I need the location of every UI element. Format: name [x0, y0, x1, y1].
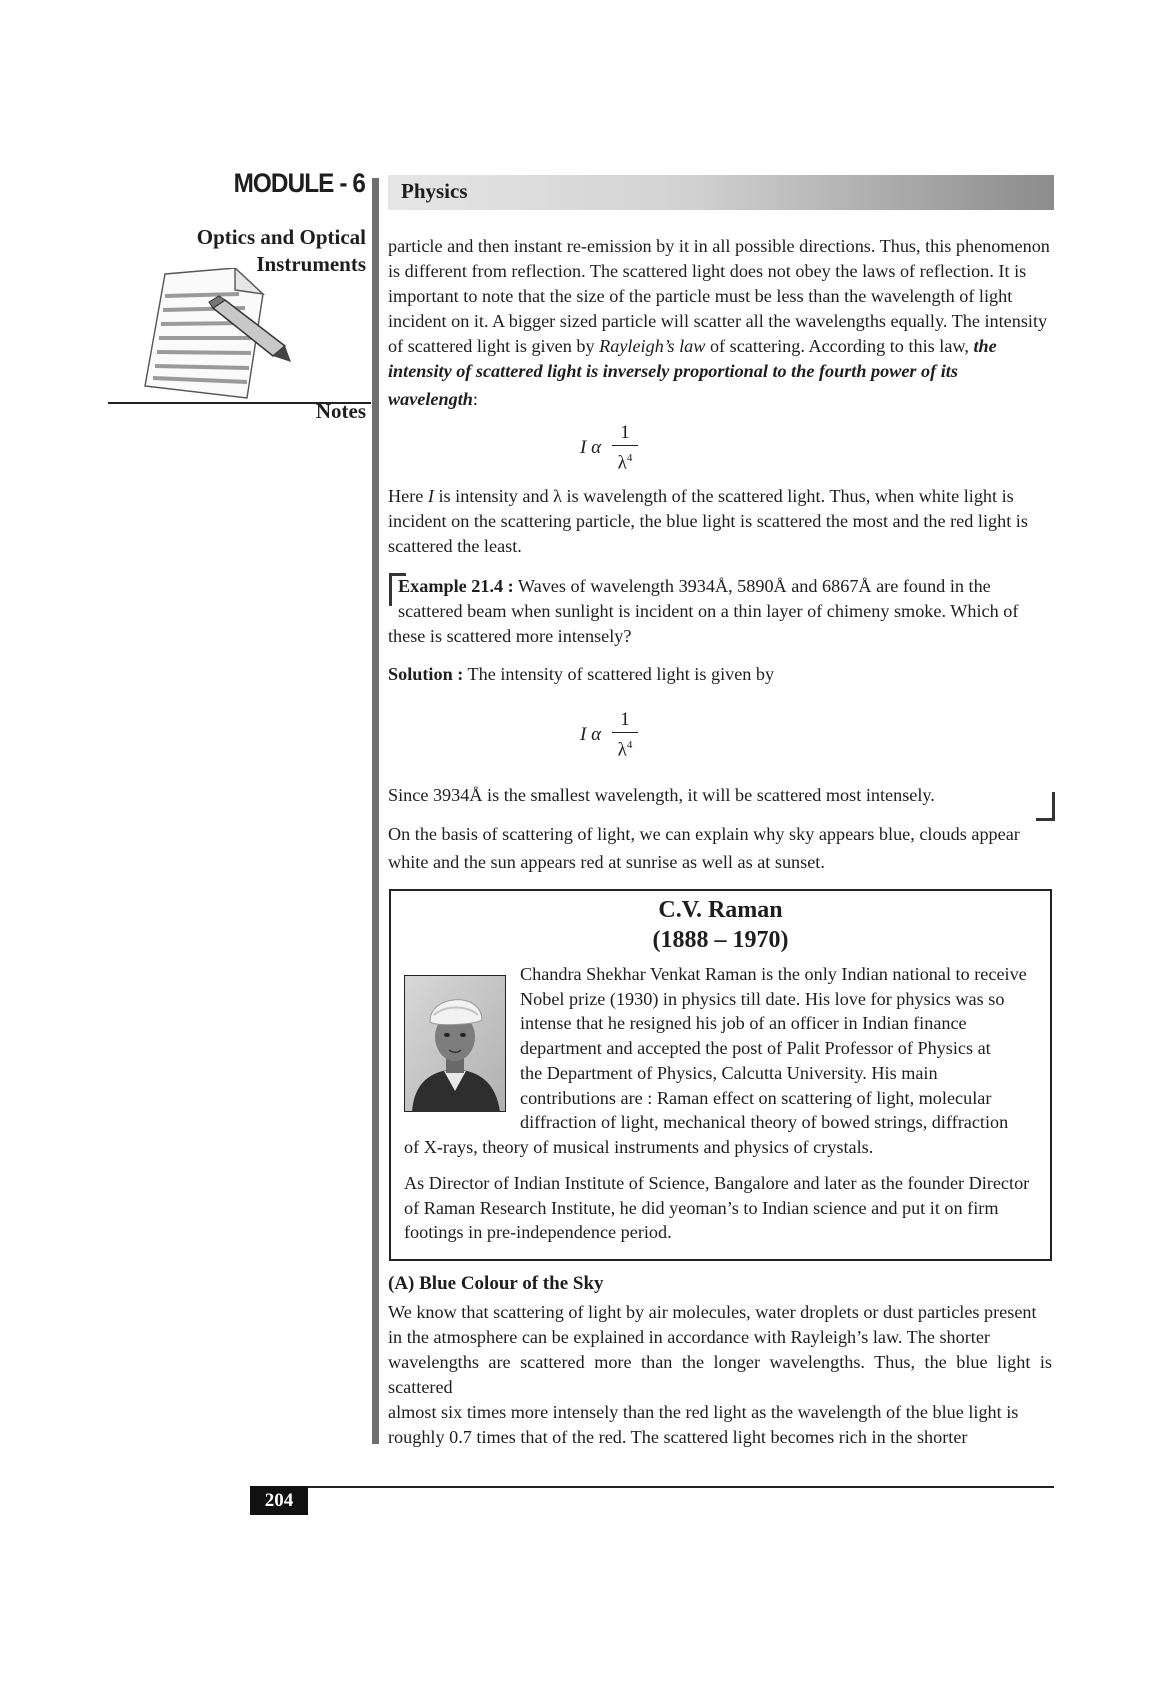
- example-end-bracket: [1036, 792, 1055, 821]
- raman-name: C.V. Raman: [658, 897, 783, 923]
- text-line: particle and then instant re-emission by it in all possible directions. Thus, this phenomenon: [388, 236, 1050, 256]
- example-label: Example 21.4 :: [398, 576, 514, 596]
- section-heading: (A) Blue Colour of the Sky: [388, 1273, 604, 1294]
- raman-portrait-photo: [404, 975, 506, 1112]
- text-line: Since 3934Å is the smallest wavelength, it will be scattered most intensely.: [388, 785, 935, 805]
- text-line: Solution : The intensity of scattered light is given by: [388, 664, 775, 684]
- text-line: incident on it. A bigger sized particle will scatter all the wavelengths equally. The intensity: [388, 311, 1048, 331]
- text-line: white and the sun appears red at sunrise as well as at sunset.: [388, 852, 825, 872]
- equation-fraction: 1 $\lambda^4$: [610, 421, 640, 475]
- text-line: almost six times more intensely than the red light as the wavelength of the blue light is: [388, 1402, 1019, 1422]
- page-number: 204: [250, 1486, 308, 1515]
- rayleigh-law-term: Rayleigh’s law: [599, 336, 706, 356]
- text-line: scattered beam when sunlight is incident on a thin layer of chimeny smoke. Which of: [398, 601, 1019, 621]
- text-line: Chandra Shekhar Venkat Raman is the only Indian national to receive: [520, 964, 1027, 984]
- text-line: the Department of Physics, Calcutta University. His main: [520, 1062, 938, 1083]
- text-line: Example 21.4 : Waves of wavelength 3934Å, 5890Å and 6867Å are found in the: [398, 576, 991, 596]
- text-line: On the basis of scattering of light, we can explain why sky appears blue, clouds appear: [388, 824, 1020, 844]
- equation-fraction: 1 $\lambda^4$: [610, 708, 640, 762]
- text-line: We know that scattering of light by air molecules, water droplets or dust particles present: [388, 1302, 1037, 1322]
- paragraph-basis: [388, 820, 1052, 876]
- equation-lhs: I α: [580, 724, 602, 745]
- text-line: intensity of scattered light is inversely proportional to the fourth power of its: [388, 361, 958, 381]
- text-line: is different from reflection. The scattered light does not obey the laws of reflection. It is: [388, 261, 1027, 281]
- text-line: contributions are : Raman effect on scattering of light, molecular: [520, 1087, 992, 1108]
- paragraph-scattering: [388, 234, 1052, 412]
- text-line: in the atmosphere can be explained in accordance with Rayleigh’s law. The shorter: [388, 1327, 990, 1347]
- raman-years: (1888 – 1970): [652, 927, 789, 953]
- module-subject-line1: Optics and Optical: [196, 225, 366, 249]
- paragraph-here: [388, 484, 1052, 559]
- text-line: Nobel prize (1930) in physics till date. His love for physics was so: [520, 988, 1005, 1009]
- text-line: roughly 0.7 times that of the red. The scattered light becomes rich in the shorter: [388, 1427, 968, 1447]
- since-line: [388, 783, 1052, 808]
- margin-rule: [372, 178, 379, 1444]
- solution-label: Solution :: [388, 664, 464, 684]
- example-21-4: [388, 574, 1052, 649]
- header-bar: [388, 175, 1054, 210]
- text-line: scattered the least.: [388, 536, 522, 556]
- header-title: Physics: [401, 179, 468, 203]
- raman-bio: [520, 962, 1036, 1135]
- raman-director-paragraph: [404, 1171, 1036, 1245]
- text-line: intense that he resigned his job of an officer in Indian finance: [520, 1013, 967, 1034]
- paragraph-blue-sky: [388, 1300, 1052, 1450]
- text-line: footings in pre-independence period.: [404, 1222, 672, 1243]
- text-line: department and accepted the post of Palit Professor of Physics at: [520, 1038, 991, 1059]
- module-label: MODULE - 6: [233, 168, 365, 198]
- text-line: Here I is intensity and λ is wavelength of the scattered light. Thus, when white light is: [388, 486, 1014, 506]
- text-line: incident on the scattering particle, the blue light is scattered the most and the red light is: [388, 511, 1028, 531]
- text-line: wavelengths are scattered more than the longer wavelengths. Thus, the blue light is scattered: [388, 1352, 1052, 1397]
- notepad-pencil-icon: [135, 268, 295, 413]
- module-subject-line2: Instruments: [256, 252, 366, 276]
- text-line: of Raman Research Institute, he did yeoman’s to Indian science and put it on firm: [404, 1197, 999, 1218]
- text-line: important to note that the size of the particle must be less than the wavelength of light: [388, 286, 1013, 306]
- footer-rule: [250, 1486, 1054, 1488]
- solution: [388, 662, 1052, 687]
- text-line: wavelength:: [388, 389, 478, 409]
- text-line: of scattered light is given by Rayleigh’s law of scattering. According to this law, the: [388, 336, 997, 356]
- text-line: these is scattered more intensely?: [388, 626, 632, 646]
- text-line: diffraction of light, mechanical theory of bowed strings, diffraction: [520, 1112, 1009, 1133]
- notes-label: Notes: [315, 399, 366, 423]
- text-line: As Director of Indian Institute of Science, Bangalore and later as the founder Director: [404, 1173, 1030, 1193]
- equation-lhs: I α: [580, 437, 602, 458]
- raman-bio-last-line: of X-rays, theory of musical instruments and physics of crystals.: [404, 1137, 874, 1157]
